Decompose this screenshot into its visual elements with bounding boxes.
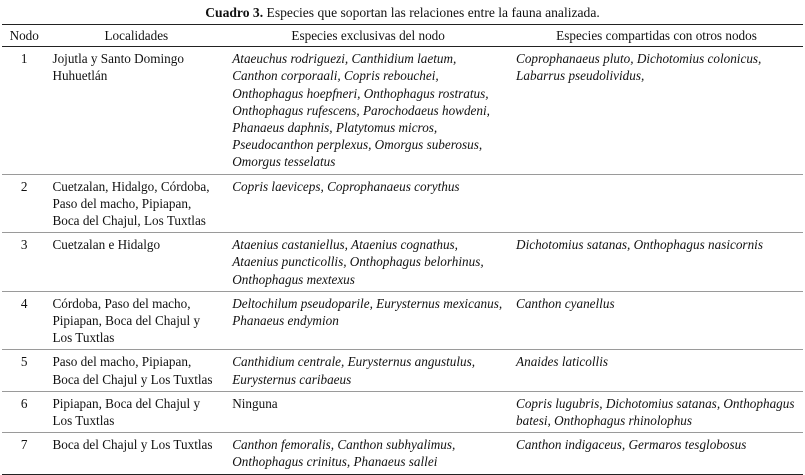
cell-nodo: 4 [2,291,46,350]
cell-compartidas: Coprophanaeus pluto, Dichotomius colonicus, Labarrus pseudolividus, [510,47,803,174]
table-row [2,291,803,350]
cell-localidades: Cuetzalan, Hidalgo, Córdoba, Paso del macho, Pipiapan, Boca del Chajul, Los Tuxtlas [46,174,226,233]
cell-compartidas: Anaides laticollis [510,350,803,391]
table-row [2,47,803,174]
cell-nodo: 1 [2,47,46,174]
cell-compartidas: Dichotomius satanas, Onthophagus nasicornis [510,233,803,292]
table-body [2,47,803,474]
cell-nodo: 3 [2,233,46,292]
cell-localidades: Pipiapan, Boca del Chajul y Los Tuxtlas [46,391,226,432]
cell-exclusivas: Copris laeviceps, Coprophanaeus corythus [226,174,510,233]
header-localidades: Localidades [46,25,226,47]
species-table [2,24,803,475]
cell-localidades: Paso del macho, Pipiapan, Boca del Chajul y Los Tuxtlas [46,350,226,391]
cell-localidades: Córdoba, Paso del macho, Pipiapan, Boca del Chajul y Los Tuxtlas [46,291,226,350]
cell-exclusivas: Ninguna [226,391,510,432]
cell-nodo: 5 [2,350,46,391]
cell-exclusivas: Canthon femoralis, Canthon subhyalimus, Onthophagus crinitus, Phanaeus sallei [226,433,510,474]
cell-localidades: Boca del Chajul y Los Tuxtlas [46,433,226,474]
header-exclusivas: Especies exclusivas del nodo [226,25,510,47]
cell-localidades: Jojutla y Santo Domingo Huhuetlán [46,47,226,174]
caption-text: Especies que soportan las relaciones entre la fauna analizada. [263,5,600,20]
cell-compartidas: Canthon cyanellus [510,291,803,350]
table-row [2,233,803,292]
table-row [2,174,803,233]
cell-nodo: 7 [2,433,46,474]
table-row [2,433,803,474]
cell-compartidas [510,174,803,233]
cell-exclusivas: Canthidium centrale, Eurysternus angustulus, Eurysternus caribaeus [226,350,510,391]
table-header [2,25,803,47]
cell-exclusivas: Deltochilum pseudoparile, Eurysternus mexicanus, Phanaeus endymion [226,291,510,350]
cell-nodo: 6 [2,391,46,432]
table-caption [0,4,805,22]
header-nodo: Nodo [2,25,46,47]
cell-compartidas: Copris lugubris, Dichotomius satanas, Onthophagus batesi, Onthophagus rhinolophus [510,391,803,432]
cell-nodo: 2 [2,174,46,233]
cell-exclusivas: Ataenius castaniellus, Ataenius cognathus, Ataenius puncticollis, Onthophagus belorhinus, Onthophagus mextexus [226,233,510,292]
caption-label: Cuadro 3. [205,5,264,20]
header-row [2,25,803,47]
table-row [2,391,803,432]
header-compartidas: Especies compartidas con otros nodos [510,25,803,47]
cell-exclusivas: Ataeuchus rodriguezi, Canthidium laetum, Canthon corporaali, Copris rebouchei, Onthophagus hoepfneri, Onthophagus rostratus, Onthophagus rufescens, Parochodaeus howdeni, Phanaeus daphnis, Platytomus micros, Pseudocanthon perplexus, Omorgus suberosus, Omorgus tesselatus [226,47,510,174]
cell-localidades: Cuetzalan e Hidalgo [46,233,226,292]
cell-compartidas: Canthon indigaceus, Germaros tesglobosus [510,433,803,474]
table-row [2,350,803,391]
